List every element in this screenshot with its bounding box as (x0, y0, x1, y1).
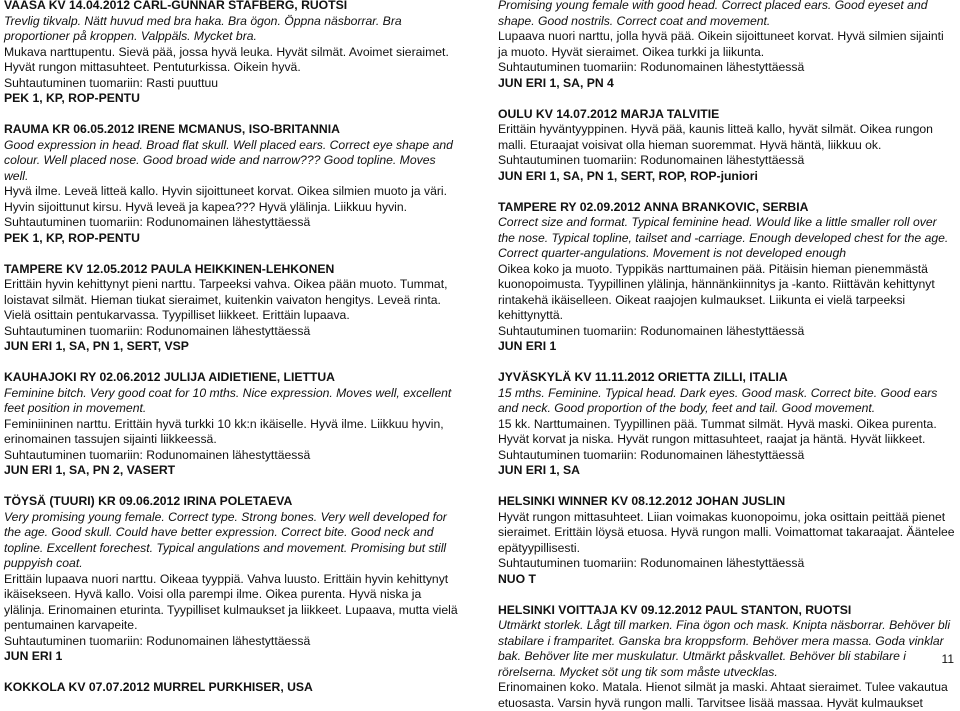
result-line: JUN ERI 1, SA, PN 1, SERT, VSP (4, 339, 462, 355)
spacer (4, 107, 462, 123)
show-entry (498, 0, 956, 91)
critique-finnish: 15 kk. Narttumainen. Tyypillinen pää. Tummat silmät. Hyvä maski. Oikea purenta. Hyvät korvat ja niska. Hyvät rungon mittasuhteet, raajat ja häntä. Hyvät liikkeet. (498, 417, 956, 448)
judge-behaviour: Suhtautuminen tuomariin: Rasti puuttuu (4, 76, 462, 92)
judge-behaviour: Suhtautuminen tuomariin: Rodunomainen lähestyttäessä (498, 324, 956, 340)
critique-original: Good expression in head. Broad flat skull. Well placed ears. Correct eye shape and colour. Well placed nose. Good broad wide and narrow??? Good topline. Moves well. (4, 138, 462, 185)
critique-finnish: Lupaava nuori narttu, jolla hyvä pää. Oikein sijoittuneet korvat. Hyvä silmien sijainti ja muoto. Hyvät sieraimet. Oikea turkki ja liikunta. (498, 29, 956, 60)
judge-behaviour: Suhtautuminen tuomariin: Rodunomainen lähestyttäessä (498, 153, 956, 169)
result-line: PEK 1, KP, ROP-PENTU (4, 231, 462, 247)
entry-heading: HELSINKI VOITTAJA KV 09.12.2012 PAUL STANTON, RUOTSI (498, 603, 956, 619)
result-line: JUN ERI 1, SA (498, 463, 956, 479)
critique-original: Trevlig tikvalp. Nätt huvud med bra haka. Bra ögon. Öppna näsborrar. Bra proportioner på kroppen. Valppäls. Mycket bra. (4, 14, 462, 45)
spacer (498, 587, 956, 603)
entry-heading: RAUMA KR 06.05.2012 IRENE MCMANUS, ISO-BRITANNIA (4, 122, 462, 138)
judge-behaviour: Suhtautuminen tuomariin: Rodunomainen lähestyttäessä (4, 324, 462, 340)
entry-heading: KAUHAJOKI RY 02.06.2012 JULIJA AIDIETIENE, LIETTUA (4, 370, 462, 386)
critique-finnish: Erittäin hyvin kehittynyt pieni narttu. Tarpeeksi vahva. Oikea pään muoto. Tummat, loistavat silmät. Hieman tiukat sieraimet, kuitenkin vaivaton hengitys. Leveä rinta. Vielä osittain pentukarvassa. Tyypilliset liikkeet. Erittäin lupaava. (4, 277, 462, 324)
entry-heading: VAASA KV 14.04.2012 CARL-GUNNAR STAFBERG, RUOTSI (4, 0, 462, 14)
result-line: PEK 1, KP, ROP-PENTU (4, 91, 462, 107)
show-entry (498, 107, 956, 185)
result-line: JUN ERI 1 (498, 339, 956, 355)
critique-original: Correct size and format. Typical feminine head. Would like a little smaller roll over the nose. Typical topline, tailset and -carriage. Enough developed chest for the age. Correct quarter-angulations. Movement is not developed enough (498, 215, 956, 262)
critique-original: Very promising young female. Correct type. Strong bones. Very well developed for the age. Good skull. Could have better expression. Correct bite. Good neck and topline. Excellent forechest. Typical angulations and movement. Promising but still puppyish coat. (4, 510, 462, 572)
spacer (4, 665, 462, 681)
show-entry (4, 262, 462, 355)
show-entry (4, 494, 462, 665)
result-line: NUO T (498, 572, 956, 588)
entry-heading: HELSINKI WINNER KV 08.12.2012 JOHAN JUSLIN (498, 494, 956, 510)
critique-finnish: Erinomainen koko. Matala. Hienot silmät ja maski. Ahtaat sieraimet. Tulee vakautua etuosasta. Varsin hyvä rungon malli. Tarvitsee lisää massaa. Hyvät kulmaukset (498, 680, 956, 711)
show-entry (498, 494, 956, 587)
show-entry (4, 122, 462, 246)
judge-behaviour: Suhtautuminen tuomariin: Rodunomainen lähestyttäessä (4, 634, 462, 650)
spacer (4, 355, 462, 371)
spacer (498, 355, 956, 371)
judge-behaviour: Suhtautuminen tuomariin: Rodunomainen lähestyttäessä (498, 60, 956, 76)
critique-finnish: Mukava narttupentu. Sievä pää, jossa hyvä leuka. Hyvät silmät. Avoimet sieraimet. Hyvät rungon mittasuhteet. Pentuturkissa. Oikein hyvä. (4, 45, 462, 76)
entry-heading: TÖYSÄ (TUURI) KR 09.06.2012 IRINA POLETAEVA (4, 494, 462, 510)
critique-finnish: Hyvä ilme. Leveä litteä kallo. Hyvin sijoittuneet korvat. Oikea silmien muoto ja väri. Hyvin sijoittunut kirsu. Hyvä leveä ja kapea??? Hyvä ylälinja. Liikkuu hyvin. (4, 184, 462, 215)
spacer (498, 479, 956, 495)
critique-finnish: Oikea koko ja muoto. Typpikäs narttumainen pää. Pitäisin hieman pienemmästä kuonopoimusta. Tyypillinen ylälinja, hännänkiinnitys ja -kanto. Riittävän kehittynyt rintakehä ikäiselleen. Oikeat raajojen kulmaukset. Liikunta ei vielä tarpeeksi kehittynyttä. (498, 262, 956, 324)
result-line: JUN ERI 1 (4, 649, 462, 665)
critique-finnish: Hyvät rungon mittasuhteet. Liian voimakas kuonopoimu, joka osittain peittää pienet sieraimet. Erittäin löysä etuosa. Hyvä rungon malli. Voimattomat takaraajat. Ääntelee epätyypillisesti. (498, 510, 956, 557)
result-line: JUN ERI 1, SA, PN 1, SERT, ROP, ROP-juniori (498, 169, 956, 185)
spacer (498, 184, 956, 200)
result-line: JUN ERI 1, SA, PN 4 (498, 76, 956, 92)
show-entry (4, 0, 462, 107)
judge-behaviour: Suhtautuminen tuomariin: Rodunomainen lähestyttäessä (4, 215, 462, 231)
entry-heading: JYVÄSKYLÄ KV 11.11.2012 ORIETTA ZILLI, ITALIA (498, 370, 956, 386)
critique-finnish: Feminiininen narttu. Erittäin hyvä turkki 10 kk:n ikäiselle. Hyvä ilme. Liikkuu hyvin, erinomainen tassujen sijainti liikkeessä. (4, 417, 462, 448)
judge-behaviour: Suhtautuminen tuomariin: Rodunomainen lähestyttäessä (4, 448, 462, 464)
entry-heading: OULU KV 14.07.2012 MARJA TALVITIE (498, 107, 956, 123)
entry-heading: TAMPERE KV 12.05.2012 PAULA HEIKKINEN-LEHKONEN (4, 262, 462, 278)
result-line: JUN ERI 1, SA, PN 2, VASERT (4, 463, 462, 479)
show-entry (4, 680, 462, 696)
left-column (4, 0, 462, 696)
show-entry (4, 370, 462, 479)
show-entry (498, 603, 956, 711)
critique-original: Utmärkt storlek. Lågt till marken. Fina ögon och mask. Knipta näsborrar. Behöver bli stabilare i framparitet. Ganska bra kroppsform. Behöver mera massa. Goda vinklar bak. Behöver lite mer muskulatur. Utmärkt påskvallet. Behöver bli stabilare i rörelserna. Mycket söt ung tik som måste utvecklas. (498, 618, 956, 680)
right-column (498, 0, 956, 711)
critique-original: Promising young female with good head. Correct placed ears. Good eyeset and shape. Good nostrils. Correct coat and movement. (498, 0, 956, 29)
spacer (4, 246, 462, 262)
spacer (4, 479, 462, 495)
spacer (498, 91, 956, 107)
entry-heading: KOKKOLA KV 07.07.2012 MURREL PURKHISER, USA (4, 680, 462, 696)
critique-original: Feminine bitch. Very good coat for 10 mths. Nice expression. Moves well, excellent feet position in movement. (4, 386, 462, 417)
critique-finnish: Erittäin hyväntyyppinen. Hyvä pää, kaunis litteä kallo, hyvät silmät. Oikea rungon malli. Eturaajat voisivat olla hieman suoremmat. Hyvä häntä, liikkuu ok. (498, 122, 956, 153)
show-entry (498, 200, 956, 355)
judge-behaviour: Suhtautuminen tuomariin: Rodunomainen lähestyttäessä (498, 556, 956, 572)
show-entry (498, 370, 956, 479)
page-number: 11 (942, 652, 954, 668)
critique-original: 15 mths. Feminine. Typical head. Dark eyes. Good mask. Correct bite. Good ears and neck. Good proportion of the body, feet and tail. Good movement. (498, 386, 956, 417)
critique-finnish: Erittäin lupaava nuori narttu. Oikeaa tyyppiä. Vahva luusto. Erittäin hyvin kehittynyt ikäisekseen. Hyvä kallo. Voisi olla parempi ilme. Oikea purenta. Hyvä niska ja ylälinja. Erinomainen eturinta. Tyypilliset kulmaukset ja liikkeet. Lupaava, mutta vielä pentumainen karvapeite. (4, 572, 462, 634)
entry-heading: TAMPERE RY 02.09.2012 ANNA BRANKOVIC, SERBIA (498, 200, 956, 216)
judge-behaviour: Suhtautuminen tuomariin: Rodunomainen lähestyttäessä (498, 448, 956, 464)
